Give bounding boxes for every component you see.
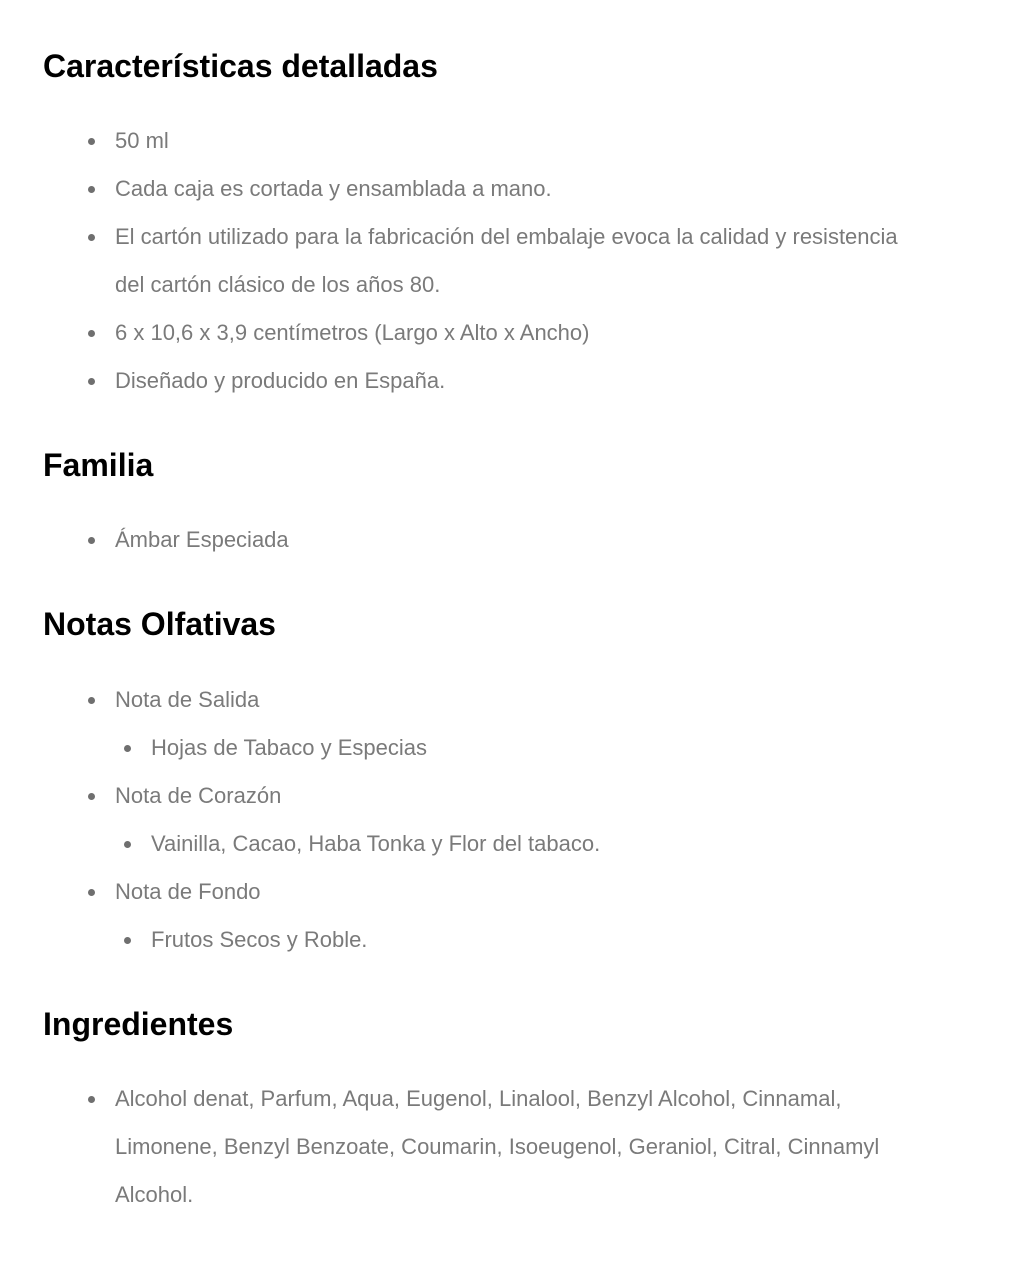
list-item: 6 x 10,6 x 3,9 centímetros (Largo x Alto x Ancho) xyxy=(0,309,1022,357)
list-item: 50 ml xyxy=(0,117,1022,165)
sub-list-item: Frutos Secos y Roble. xyxy=(0,916,1022,964)
section-title-familia: Familia xyxy=(43,447,154,483)
section-title-caracteristicas: Características detalladas xyxy=(43,48,438,84)
list-item-nota-corazon: Nota de Corazón xyxy=(0,772,1022,820)
list-item-nota-salida: Nota de Salida xyxy=(0,676,1022,724)
sub-list-item: Hojas de Tabaco y Especias xyxy=(0,724,1022,772)
list-item: Cada caja es cortada y ensamblada a mano. xyxy=(0,165,1022,213)
list-item-nota-fondo: Nota de Fondo xyxy=(0,868,1022,916)
familia-list xyxy=(0,516,1022,564)
list-item: Alcohol denat, Parfum, Aqua, Eugenol, Linalool, Benzyl Alcohol, Cinnamal, Limonene, Benzyl Benzoate, Coumarin, Isoeugenol, Geraniol, Citral, Cinnamyl Alcohol. xyxy=(0,1075,1022,1219)
caracteristicas-list xyxy=(0,117,1022,405)
list-item: Ámbar Especiada xyxy=(0,516,1022,564)
ingredientes-list xyxy=(0,1075,1022,1219)
notas-olfativas-list xyxy=(0,676,1022,964)
list-item: El cartón utilizado para la fabricación del embalaje evoca la calidad y resistencia del cartón clásico de los años 80. xyxy=(0,213,1022,309)
section-title-notas-olfativas: Notas Olfativas xyxy=(43,606,276,642)
sub-list-item: Vainilla, Cacao, Haba Tonka y Flor del tabaco. xyxy=(0,820,1022,868)
list-item: Diseñado y producido en España. xyxy=(0,357,1022,405)
section-title-ingredientes: Ingredientes xyxy=(43,1006,234,1042)
